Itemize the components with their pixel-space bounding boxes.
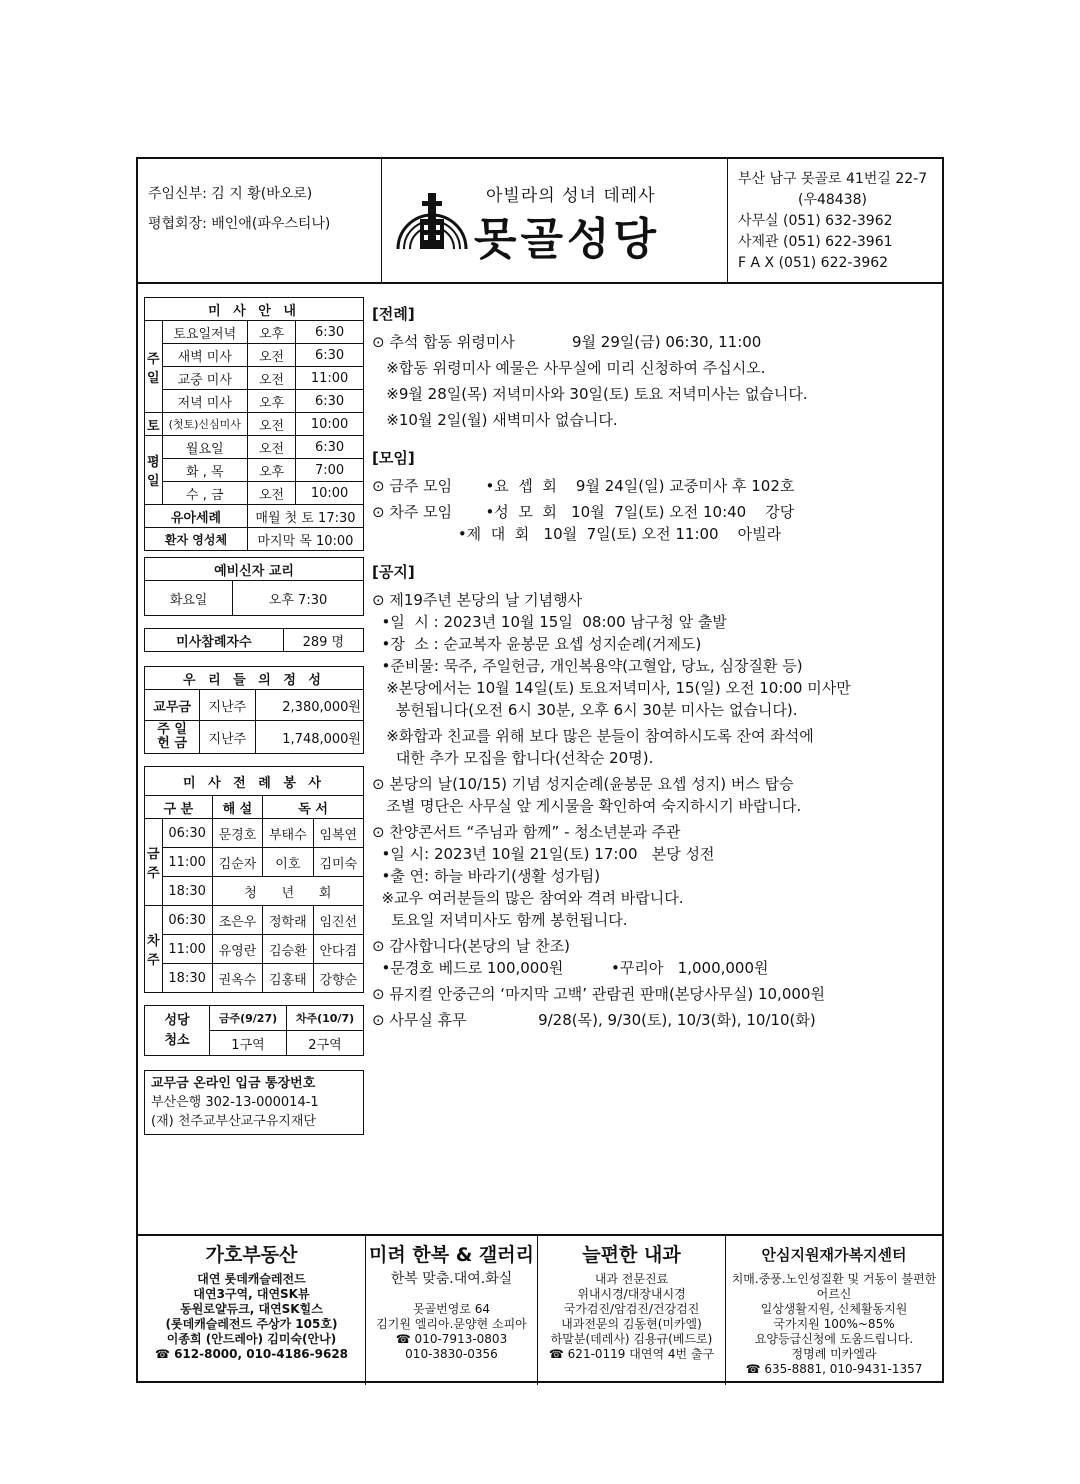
catechumen-time: 오후 7:30 bbox=[233, 581, 364, 616]
liturgy-servers-table bbox=[144, 766, 364, 993]
server-reader: 김홍태 bbox=[263, 964, 313, 993]
address: 부산 남구 못골로 41번길 22-7 bbox=[738, 171, 928, 187]
rectory-phone: 사제관 (051) 622-3961 bbox=[738, 234, 893, 250]
bulletin-frame bbox=[136, 157, 944, 1383]
mass-name: 저녁 미사 bbox=[162, 390, 247, 413]
mass-ampm: 오전 bbox=[247, 344, 295, 367]
ad-welfare-center bbox=[726, 1236, 942, 1385]
liturgy-list bbox=[372, 331, 942, 431]
account-title: 교무금 온라인 입금 통장번호 bbox=[151, 1076, 316, 1091]
notice-item: •일 시: 2023년 10월 21일(토) 17:00 본당 성전 bbox=[372, 845, 715, 863]
ad-title: 늘편한 내과 bbox=[582, 1244, 681, 1266]
header bbox=[138, 159, 942, 284]
mass-ampm: 오후 bbox=[247, 459, 295, 482]
notice-item: •준비물: 묵주, 주일헌금, 개인복용약(고혈압, 당뇨, 심장질환 등) bbox=[372, 657, 803, 675]
mass-time: 10:00 bbox=[296, 482, 364, 505]
liturgy-item: ※10월 2일(월) 새벽미사 없습니다. bbox=[372, 411, 618, 429]
server-time: 06:30 bbox=[162, 819, 212, 848]
server-time: 11:00 bbox=[162, 935, 212, 964]
fax-number: F A X (051) 622-3962 bbox=[738, 255, 889, 271]
server-reader: 정학래 bbox=[263, 906, 313, 935]
notice-item: •문경호 베드로 100,000원 •꾸리아 1,000,000원 bbox=[372, 959, 769, 977]
pastor-label: 주임신부: bbox=[148, 186, 207, 202]
servers-head: 해 설 bbox=[212, 796, 262, 819]
server-reader: 김미숙 bbox=[313, 848, 363, 877]
attendance-table bbox=[144, 628, 364, 652]
header-left bbox=[138, 159, 382, 282]
header-title-area bbox=[382, 159, 728, 282]
ad-clinic bbox=[538, 1236, 726, 1385]
notice-item: 대한 추가 모집을 합니다(선착순 20명). bbox=[372, 749, 654, 767]
ad-line: 내과 전문진료 bbox=[594, 1272, 669, 1286]
ad-line bbox=[366, 1287, 537, 1302]
server-time: 18:30 bbox=[162, 964, 212, 993]
ad-line: 대연 롯데캐슬레전드 bbox=[197, 1272, 306, 1286]
ad-line: 이종희 (안드레아) 김미숙(안나) bbox=[166, 1332, 337, 1346]
mass-ampm: 오후 bbox=[247, 390, 295, 413]
offering-title: 우 리 들 의 정 성 bbox=[145, 667, 364, 690]
server-reader: 임복연 bbox=[313, 819, 363, 848]
notice-item: ⊙ 사무실 휴무 9/28(목), 9/30(토), 10/3(화), 10/10(화) bbox=[372, 1011, 816, 1029]
ad-line: 국가검진/암검진/건강검진 bbox=[563, 1302, 700, 1316]
notice-item: 토요일 저녁미사도 함께 봉헌됩니다. bbox=[372, 911, 628, 929]
ad-line: 내과전문의 김동현(미카엘) bbox=[561, 1317, 702, 1331]
group-sunday: 주일 bbox=[145, 321, 163, 413]
notice-item: ※본당에서는 10월 14일(토) 토요저녁미사, 15(일) 오전 10:00 미사만 bbox=[372, 679, 851, 697]
ad-title: 안심지원재가복지센터 bbox=[761, 1246, 907, 1264]
cleaning-next: 2구역 bbox=[287, 1031, 364, 1056]
notice-item: •장 소 : 순교복자 윤봉문 요셉 성지순례(거제도) bbox=[372, 635, 702, 653]
server-reader: 임진선 bbox=[313, 906, 363, 935]
mass-time: 6:30 bbox=[296, 390, 364, 413]
ad-line: 한복 맞춤.대여.화실 bbox=[390, 1271, 513, 1287]
meeting-item: ⊙ 차주 모임 •성 모 회 10월 7일(토) 오전 10:40 강당 bbox=[372, 503, 795, 521]
mass-ampm: 오후 bbox=[247, 321, 295, 344]
attendance-value: 289 명 bbox=[283, 629, 363, 652]
server-time: 18:30 bbox=[162, 877, 212, 906]
mass-name: 화 , 목 bbox=[162, 459, 247, 482]
server-commentator: 권옥수 bbox=[212, 964, 262, 993]
catechumen-day: 화요일 bbox=[145, 581, 233, 616]
ad-line: 일상생활지원, 신체활동지원 bbox=[760, 1302, 908, 1316]
ad-line: ☎ 612-8000, 010-4186-9628 bbox=[154, 1347, 349, 1361]
server-youth-group: 청 년 회 bbox=[212, 877, 363, 906]
ad-line: 위내시경/대장내시경 bbox=[577, 1287, 686, 1301]
meeting-item: •제 대 회 10월 7일(토) 오전 11:00 아빌라 bbox=[372, 525, 782, 543]
liturgy-item: ※합동 위령미사 예물은 사무실에 미리 신청하여 주십시오. bbox=[372, 359, 766, 377]
offering-period: 지난주 bbox=[200, 721, 255, 754]
server-time: 06:30 bbox=[162, 906, 212, 935]
server-reader: 이호 bbox=[263, 848, 313, 877]
servers-head: 구 분 bbox=[145, 796, 213, 819]
ad-line: 치매.중풍.노인성질환 및 거동이 불편한 bbox=[731, 1272, 937, 1286]
mass-ampm: 오전 bbox=[247, 482, 295, 505]
ad-line: 김기원 엘리아.문양현 소피아 bbox=[376, 1317, 527, 1331]
servers-next-week: 차주 bbox=[145, 906, 163, 993]
mass-ampm: 오전 bbox=[247, 436, 295, 459]
notice-item: 조별 명단은 사무실 앞 게시물을 확인하여 숙지하시기 바랍니다. bbox=[372, 797, 802, 815]
section-meeting: [모임] bbox=[372, 449, 415, 467]
mass-time: 7:00 bbox=[296, 459, 364, 482]
cleaning-this: 1구역 bbox=[210, 1031, 287, 1056]
ad-line: 하말분(데레사) 김용규(베드로) bbox=[550, 1332, 713, 1346]
catechumen-table bbox=[144, 557, 364, 616]
section-notice: [공지] bbox=[372, 563, 415, 581]
server-commentator: 김순자 bbox=[212, 848, 262, 877]
ad-line: (롯데캐슬레전드 주상가 105호) bbox=[165, 1317, 338, 1331]
notice-item: ⊙ 감사합니다(본당의 날 찬조) bbox=[372, 937, 570, 955]
cleaning-label: 성당 청소 bbox=[145, 1006, 210, 1056]
ad-line: 010-3830-0356 bbox=[405, 1347, 498, 1361]
ad-line: 동원로얄듀크, 대연SK힐스 bbox=[180, 1302, 323, 1316]
notice-item: ⊙ 제19주년 본당의 날 기념행사 bbox=[372, 591, 583, 609]
ad-hanbok-gallery bbox=[366, 1236, 538, 1385]
group-weekday: 평일 bbox=[145, 436, 163, 505]
cleaning-next-head: 차주(10/7) bbox=[287, 1006, 364, 1031]
mass-ampm: 오전 bbox=[247, 413, 295, 436]
mass-schedule-title: 미 사 안 내 bbox=[145, 298, 364, 321]
server-commentator: 문경호 bbox=[212, 819, 262, 848]
notice-item: ※교우 여러분들의 많은 참여와 격려 바랍니다. bbox=[372, 889, 684, 907]
ad-line: 어르신 bbox=[816, 1287, 852, 1301]
ad-line: ☎ 010-7913-0803 bbox=[395, 1332, 508, 1346]
section-liturgy: [전례] bbox=[372, 305, 415, 323]
council-label: 평협회장: bbox=[148, 216, 207, 232]
offering-label: 주 일 헌 금 bbox=[145, 721, 200, 754]
mass-time: 11:00 bbox=[296, 367, 364, 390]
account-box bbox=[144, 1070, 364, 1135]
mass-name: 토요일저녁 bbox=[162, 321, 247, 344]
notice-item: ⊙ 뮤지컬 안중근의 ‘마지막 고백’ 관람권 판매(본당사무실) 10,000원 bbox=[372, 985, 825, 1003]
ads-row bbox=[138, 1234, 942, 1385]
sick-communion-label: 환자 영성체 bbox=[145, 528, 248, 551]
ad-line: 못골번영로 64 bbox=[412, 1302, 491, 1316]
notice-item: 봉헌됩니다(오전 6시 30분, 오후 6시 30분 미사는 없습니다). bbox=[372, 701, 798, 719]
server-commentator: 조은우 bbox=[212, 906, 262, 935]
cleaning-this-head: 금주(9/27) bbox=[210, 1006, 287, 1031]
account-holder: (재) 천주교부산교구유지재단 bbox=[151, 1114, 316, 1129]
mass-name: 수 , 금 bbox=[162, 482, 247, 505]
offering-value: 1,748,000원 bbox=[255, 721, 363, 754]
offering-period: 지난주 bbox=[200, 690, 255, 721]
mass-time: 6:30 bbox=[296, 344, 364, 367]
mass-ampm: 오전 bbox=[247, 367, 295, 390]
notice-item: •일 시 : 2023년 10월 15일 08:00 남구청 앞 출발 bbox=[372, 613, 727, 631]
cleaning-table bbox=[144, 1005, 364, 1056]
office-phone: 사무실 (051) 632-3962 bbox=[738, 213, 893, 229]
baptism-time: 매월 첫 토 17:30 bbox=[247, 505, 363, 528]
offering-label: 교무금 bbox=[145, 690, 200, 721]
liturgy-item: ⊙ 추석 합동 위령미사 9월 29일(금) 06:30, 11:00 bbox=[372, 333, 762, 351]
server-commentator: 유영란 bbox=[212, 935, 262, 964]
mass-time: 6:30 bbox=[296, 321, 364, 344]
offering-value: 2,380,000원 bbox=[255, 690, 363, 721]
servers-head: 독 서 bbox=[263, 796, 364, 819]
notice-list bbox=[372, 589, 942, 1031]
ad-line: 정명례 미카엘라 bbox=[791, 1347, 877, 1361]
mass-schedule-table bbox=[144, 297, 364, 551]
mass-name: 월요일 bbox=[162, 436, 247, 459]
pastor-line bbox=[148, 179, 381, 209]
server-reader: 강향순 bbox=[313, 964, 363, 993]
notice-item: ⊙ 본당의 날(10/15) 기념 성지순례(윤봉문 요셉 성지) 버스 탑승 bbox=[372, 775, 794, 793]
left-column bbox=[144, 297, 364, 1135]
ad-line: 국가지원 100%~85% bbox=[773, 1317, 895, 1331]
council-name: 배인애(파우스티나) bbox=[211, 216, 331, 232]
announcements bbox=[372, 299, 942, 1031]
ad-real-estate bbox=[138, 1236, 366, 1385]
church-logo-icon bbox=[394, 191, 470, 251]
servers-title: 미 사 전 례 봉 사 bbox=[145, 767, 364, 796]
servers-this-week: 금주 bbox=[145, 819, 163, 906]
mass-name: 교중 미사 bbox=[162, 367, 247, 390]
server-reader: 안다겸 bbox=[313, 935, 363, 964]
parish-title: 못골성당 bbox=[474, 214, 661, 265]
group-saturday: 토 bbox=[145, 413, 163, 436]
offering-table bbox=[144, 666, 364, 754]
mass-time: 6:30 bbox=[296, 436, 364, 459]
ad-line: 대연3구역, 대연SK뷰 bbox=[193, 1287, 310, 1301]
parish-patron: 아빌라의 성녀 데레사 bbox=[486, 186, 656, 206]
notice-item: •출 연: 하늘 바라기(생활 성가팀) bbox=[372, 867, 601, 885]
server-time: 11:00 bbox=[162, 848, 212, 877]
notice-item: ⊙ 찬양콘서트 “주님과 함께” - 청소년분과 주관 bbox=[372, 823, 681, 841]
ad-line: ☎ 635-8881, 010-9431-1357 bbox=[745, 1362, 923, 1376]
server-reader: 부태수 bbox=[263, 819, 313, 848]
attendance-label: 미사참례자수 bbox=[145, 629, 284, 652]
mass-time: 10:00 bbox=[296, 413, 364, 436]
account-number: 부산은행 302-13-000014-1 bbox=[151, 1095, 319, 1110]
mass-name: 새벽 미사 bbox=[162, 344, 247, 367]
server-reader: 김승환 bbox=[263, 935, 313, 964]
catechumen-title: 예비신자 교리 bbox=[145, 558, 364, 581]
notice-item: ※화합과 친교를 위해 보다 많은 분들이 참여하시도록 잔여 좌석에 bbox=[372, 727, 814, 745]
ad-line: ☎ 621-0119 대연역 4번 출구 bbox=[548, 1347, 715, 1361]
ad-line: 요양등급신청에 도움드립니다. bbox=[754, 1332, 914, 1346]
mass-name: (첫토)신심미사 bbox=[162, 413, 247, 436]
pastor-name: 김 지 황(바오로) bbox=[211, 186, 313, 202]
meeting-item: ⊙ 금주 모임 •요 셉 회 9월 24일(일) 교중미사 후 102호 bbox=[372, 477, 795, 495]
ad-title: 미려 한복 & 갤러리 bbox=[369, 1244, 534, 1266]
header-contact bbox=[728, 159, 942, 282]
meeting-list bbox=[372, 475, 942, 545]
liturgy-item: ※9월 28일(목) 저녁미사와 30일(토) 토요 저녁미사는 없습니다. bbox=[372, 385, 808, 403]
council-line bbox=[148, 209, 381, 239]
zip-code: (우48438) bbox=[798, 192, 867, 208]
ad-title: 가호부동산 bbox=[205, 1244, 298, 1266]
baptism-label: 유아세례 bbox=[145, 505, 248, 528]
sick-communion-time: 마지막 목 10:00 bbox=[247, 528, 363, 551]
